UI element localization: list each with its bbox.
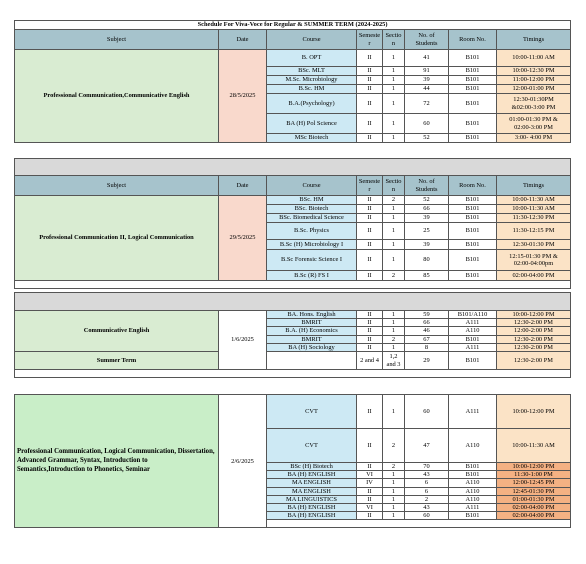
subject-cell: Professional Communication II, Logical Communication [15, 196, 219, 281]
section-cell: 1 [383, 114, 405, 134]
students-cell: 46 [405, 327, 449, 335]
semester-cell: IV [357, 479, 383, 487]
timing-cell: 02:00-04:00 PM [497, 504, 571, 512]
header-course: Course [267, 30, 357, 50]
header-room: Room No. [449, 176, 497, 196]
section-cell: 2 [383, 335, 405, 343]
table-row [15, 311, 571, 319]
room-cell: A111 [449, 319, 497, 327]
timing-cell: 10:00-11:00 AM [497, 50, 571, 67]
course-cell: B.Sc. HM [267, 85, 357, 94]
semester-cell: VI [357, 504, 383, 512]
semester-cell: II [357, 240, 383, 250]
course-cell: B.Sc (R) FS I [267, 271, 357, 281]
section-cell: 1 [383, 495, 405, 503]
table-row [15, 352, 571, 370]
header-section: Sectio n [383, 30, 405, 50]
room-cell: B101 [449, 463, 497, 471]
section-cell: 1 [383, 223, 405, 240]
section-cell: 1 [383, 240, 405, 250]
semester-cell: II [357, 319, 383, 327]
subject-cell-summer: Summer Term [15, 352, 219, 370]
header-semester: Semeste r [357, 30, 383, 50]
course-cell: BSc (H) Biotech [267, 463, 357, 471]
course-cell: BSc. Biotech [267, 205, 357, 214]
semester-cell: II [357, 196, 383, 205]
separator-row [15, 159, 571, 176]
timing-cell: 02:00-04:00 PM [497, 271, 571, 281]
room-cell: B101 [449, 94, 497, 114]
semester-cell: II [357, 76, 383, 85]
section-cell: 2 [383, 271, 405, 281]
course-cell: BA (H) Sociology [267, 343, 357, 351]
schedule-table-29-may [14, 158, 571, 289]
course-cell: B.A. (H) Economics [267, 327, 357, 335]
subject-cell: Professional Communication,Communicative English [15, 50, 219, 143]
header-timings: Timings [497, 176, 571, 196]
semester-cell: 2 and 4 [357, 352, 383, 370]
course-cell: BA (H) ENGLISH [267, 512, 357, 520]
course-cell: BSc. Biomedical Science [267, 214, 357, 223]
students-cell: 72 [405, 94, 449, 114]
room-cell: A110 [449, 479, 497, 487]
room-cell: A111 [449, 395, 497, 429]
date-cell: 28/5/2025 [219, 50, 267, 143]
course-cell [267, 352, 357, 370]
room-cell: B101 [449, 67, 497, 76]
date-cell: 29/5/2025 [219, 196, 267, 281]
header-semester: Semeste r [357, 176, 383, 196]
room-cell: B101 [449, 50, 497, 67]
section-cell: 1 [383, 487, 405, 495]
header-students: No. of Students [405, 30, 449, 50]
students-cell: 47 [405, 429, 449, 463]
course-cell: BA. Hons. English [267, 311, 357, 319]
semester-cell: II [357, 512, 383, 520]
semester-cell: II [357, 495, 383, 503]
section-cell: 1 [383, 76, 405, 85]
section-cell: 1 [383, 395, 405, 429]
timing-cell: 12:30-2:00 PM [497, 335, 571, 343]
timing-cell: 12:30-01:30PM &02:00-3:00 PM [497, 94, 571, 114]
timing-cell: 01:00-01:30 PM [497, 495, 571, 503]
students-cell: 41 [405, 50, 449, 67]
semester-cell: II [357, 429, 383, 463]
semester-cell: II [357, 67, 383, 76]
semester-cell: II [357, 85, 383, 94]
timing-cell: 12:00-2:00 PM [497, 327, 571, 335]
course-cell: MA LINGUISTICS [267, 495, 357, 503]
course-cell: CVT [267, 429, 357, 463]
room-cell: B101 [449, 240, 497, 250]
timing-cell: 12:15-01:30 PM & 02:00-04:00pm [497, 250, 571, 271]
section-cell: 1 [383, 67, 405, 76]
semester-cell: VI [357, 471, 383, 479]
semester-cell: II [357, 134, 383, 143]
section-cell: 2 [383, 429, 405, 463]
header-section: Sectio n [383, 176, 405, 196]
semester-cell: II [357, 335, 383, 343]
room-cell: A110 [449, 327, 497, 335]
semester-cell: II [357, 343, 383, 351]
section-cell: 1 [383, 85, 405, 94]
timing-cell: 12:30-01:30 PM [497, 240, 571, 250]
section-cell: 1 [383, 205, 405, 214]
room-cell: A110 [449, 487, 497, 495]
semester-cell: II [357, 214, 383, 223]
room-cell: B101 [449, 471, 497, 479]
timing-cell: 3:00- 4:00 PM [497, 134, 571, 143]
course-cell: B. OPT [267, 50, 357, 67]
students-cell: 29 [405, 352, 449, 370]
section-cell: 1 [383, 327, 405, 335]
timing-cell: 12:30-2:00 PM [497, 352, 571, 370]
header-subject: Subject [15, 176, 219, 196]
room-cell: B101 [449, 271, 497, 281]
students-cell: 8 [405, 343, 449, 351]
header-date: Date [219, 30, 267, 50]
semester-cell: II [357, 50, 383, 67]
students-cell: 60 [405, 395, 449, 429]
section-cell: 2 [383, 196, 405, 205]
course-cell: BA (H) Pol Science [267, 114, 357, 134]
section-cell: 1 [383, 134, 405, 143]
room-cell: B101 [449, 250, 497, 271]
room-cell: B101 [449, 196, 497, 205]
students-cell: 52 [405, 196, 449, 205]
course-cell: MA ENGLISH [267, 479, 357, 487]
semester-cell: II [357, 327, 383, 335]
course-cell: BSc. HM [267, 196, 357, 205]
timing-cell: 12:00-12:45 PM [497, 479, 571, 487]
schedule-table-28-may [14, 20, 571, 143]
students-cell: 39 [405, 240, 449, 250]
course-cell: BMRIT [267, 319, 357, 327]
students-cell: 39 [405, 214, 449, 223]
semester-cell: II [357, 271, 383, 281]
students-cell: 60 [405, 512, 449, 520]
students-cell: 66 [405, 205, 449, 214]
header-row [15, 176, 571, 196]
semester-cell: II [357, 311, 383, 319]
section-cell: 1,2 and 3 [383, 352, 405, 370]
course-cell: BMRIT [267, 335, 357, 343]
timing-cell: 12:30-2:00 PM [497, 343, 571, 351]
students-cell: 44 [405, 85, 449, 94]
header-timings: Timings [497, 30, 571, 50]
students-cell: 85 [405, 271, 449, 281]
course-cell: CVT [267, 395, 357, 429]
room-cell: B101 [449, 512, 497, 520]
header-room: Room No. [449, 30, 497, 50]
room-cell: B101 [449, 114, 497, 134]
room-cell: B101 [449, 223, 497, 240]
section-cell: 1 [383, 250, 405, 271]
table-row [15, 196, 571, 205]
room-cell: B101 [449, 134, 497, 143]
timing-cell: 10:00-11:30 AM [497, 196, 571, 205]
header-row [15, 30, 571, 50]
room-cell: B101 [449, 335, 497, 343]
section-cell: 1 [383, 50, 405, 67]
room-cell: B101 [449, 85, 497, 94]
course-cell: BSc. MLT [267, 67, 357, 76]
header-course: Course [267, 176, 357, 196]
section-cell: 1 [383, 94, 405, 114]
section-cell: 2 [383, 463, 405, 471]
semester-cell: II [357, 223, 383, 240]
timing-cell: 11:00-12:00 PM [497, 76, 571, 85]
students-cell: 67 [405, 335, 449, 343]
schedule-table-2-june [14, 394, 571, 528]
students-cell: 6 [405, 479, 449, 487]
schedule-table-1-june [14, 292, 571, 378]
students-cell: 43 [405, 504, 449, 512]
students-cell: 66 [405, 319, 449, 327]
room-cell: B101 [449, 205, 497, 214]
room-cell: B101 [449, 214, 497, 223]
room-cell: A111 [449, 343, 497, 351]
students-cell: 91 [405, 67, 449, 76]
header-students: No. of Students [405, 176, 449, 196]
timing-cell: 12:30-2:00 PM [497, 319, 571, 327]
timing-cell: 10:00-12:00 PM [497, 311, 571, 319]
semester-cell: II [357, 205, 383, 214]
timing-cell: 10:00-12:30 PM [497, 67, 571, 76]
section-cell: 1 [383, 479, 405, 487]
section-cell: 1 [383, 311, 405, 319]
semester-cell: II [357, 395, 383, 429]
timing-cell: 11:30-12:30 PM [497, 214, 571, 223]
timing-cell: 11:30-1:00 PM [497, 471, 571, 479]
section-cell: 1 [383, 214, 405, 223]
blank-row [15, 370, 571, 378]
students-cell: 39 [405, 76, 449, 85]
semester-cell: II [357, 114, 383, 134]
semester-cell: II [357, 463, 383, 471]
course-cell: M.Sc. Microbiology [267, 76, 357, 85]
timing-cell: 10:00-12:00 PM [497, 463, 571, 471]
course-cell: B.Sc Forensic Science I [267, 250, 357, 271]
students-cell: 6 [405, 487, 449, 495]
students-cell: 70 [405, 463, 449, 471]
table-row [15, 50, 571, 67]
room-cell: B101/A110 [449, 311, 497, 319]
students-cell: 59 [405, 311, 449, 319]
students-cell: 43 [405, 471, 449, 479]
date-cell: 1/6/2025 [219, 311, 267, 370]
room-cell: A110 [449, 495, 497, 503]
timing-cell: 11:30-12:15 PM [497, 223, 571, 240]
course-cell: MA ENGLISH [267, 487, 357, 495]
separator-row [15, 293, 571, 311]
course-cell: B.Sc (H) Microbiology I [267, 240, 357, 250]
students-cell: 60 [405, 114, 449, 134]
timing-cell: 10:00-12:00 PM [497, 395, 571, 429]
course-cell: B.A.(Psychology) [267, 94, 357, 114]
header-subject: Subject [15, 30, 219, 50]
subject-cell: Professional Communication, Logical Communication, Dissertation, Advanced Grammar, Syntax, Introduction to Semantics,Introduction to Phonetics, Seminar [15, 395, 219, 528]
course-cell: BA (H) ENGLISH [267, 471, 357, 479]
timing-cell: 12:45-01:30 PM [497, 487, 571, 495]
subject-cell: Communicative English [15, 311, 219, 352]
semester-cell: II [357, 487, 383, 495]
timing-cell: 10:00-11:30 AM [497, 429, 571, 463]
room-cell: A110 [449, 429, 497, 463]
timing-cell: 10:00-11:30 AM [497, 205, 571, 214]
section-cell: 1 [383, 471, 405, 479]
course-cell: MSc Biotech [267, 134, 357, 143]
header-date: Date [219, 176, 267, 196]
date-cell: 2/6/2025 [219, 395, 267, 528]
table-row [15, 395, 571, 429]
course-cell: BA (H) ENGLISH [267, 504, 357, 512]
room-cell: B101 [449, 352, 497, 370]
section-cell: 1 [383, 512, 405, 520]
students-cell: 2 [405, 495, 449, 503]
students-cell: 80 [405, 250, 449, 271]
students-cell: 25 [405, 223, 449, 240]
blank-row [15, 281, 571, 289]
section-cell: 1 [383, 504, 405, 512]
course-cell: B.Sc. Physics [267, 223, 357, 240]
semester-cell: II [357, 94, 383, 114]
room-cell: B101 [449, 76, 497, 85]
timing-cell: 01:00-01:30 PM & 02:00-3:00 PM [497, 114, 571, 134]
semester-cell: II [357, 250, 383, 271]
room-cell: A111 [449, 504, 497, 512]
schedule-title: Schedule For Viva-Voce for Regular & SUMMER TERM (2024-2025) [15, 21, 571, 30]
students-cell: 52 [405, 134, 449, 143]
timing-cell: 02:00-04:00 PM [497, 512, 571, 520]
section-cell: 1 [383, 343, 405, 351]
timing-cell: 12:00-01:00 PM [497, 85, 571, 94]
section-cell: 1 [383, 319, 405, 327]
